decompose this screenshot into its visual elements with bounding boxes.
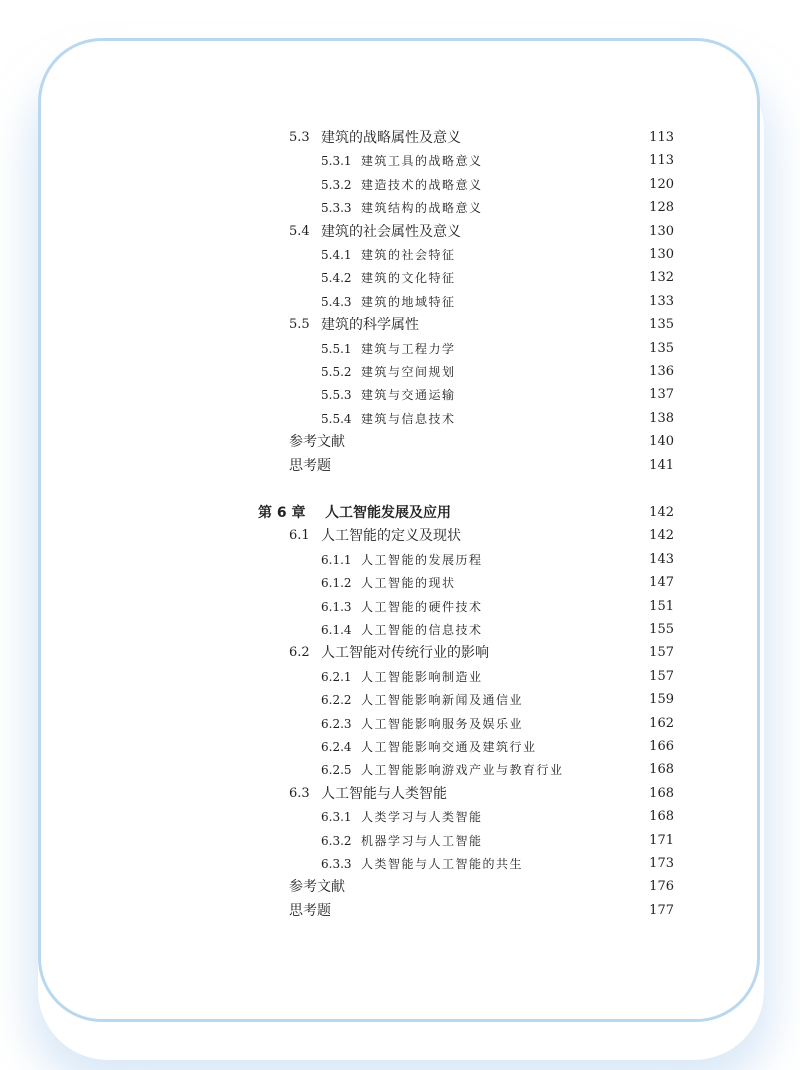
toc-entry <box>0 150 800 172</box>
toc-entry-title: 人类智能与人工智能的共生 <box>361 857 524 871</box>
toc-entry-number: 5.3.3 <box>321 201 352 216</box>
toc-entry-title: 人工智能影响制造业 <box>361 669 483 684</box>
toc-entry-number: 5.3.1 <box>321 154 352 169</box>
toc-entry-number: 6.1.4 <box>321 623 352 637</box>
toc-entry-title: 机器学习与人工智能 <box>361 833 483 848</box>
toc-entry-page: 162 <box>649 715 674 731</box>
toc-entry-title: 建筑的地域特征 <box>361 294 456 309</box>
toc-entry-page: 120 <box>649 176 674 192</box>
toc-entry-number: 5.5.3 <box>321 388 352 403</box>
toc-entry <box>0 900 800 922</box>
toc-entry-page: 176 <box>649 879 674 895</box>
toc-entry-page: 138 <box>649 410 674 426</box>
toc-entry <box>0 384 800 406</box>
toc-entry-page: 142 <box>649 505 674 520</box>
toc-entry-page: 142 <box>649 528 674 544</box>
toc-entry-number: 5.4.3 <box>321 294 352 309</box>
toc-entry-title: 人工智能影响游戏产业与教育行业 <box>361 763 564 778</box>
toc-entry <box>0 572 800 594</box>
toc-entry-number: 6.2.5 <box>321 763 352 778</box>
toc-entry-page: 157 <box>649 645 674 661</box>
toc-entry-title: 建筑的科学属性 <box>321 317 419 334</box>
toc-entry <box>0 174 800 196</box>
toc-entry <box>0 408 800 430</box>
toc-entry-title: 人工智能的定义及现状 <box>321 528 461 545</box>
toc-entry <box>0 525 800 547</box>
toc-entry-page: 132 <box>649 270 674 286</box>
toc-entry-page: 137 <box>649 387 674 403</box>
toc-entry-page: 130 <box>649 247 674 262</box>
toc-entry-title: 建造技术的战略意义 <box>361 177 483 192</box>
toc-entry-title: 人工智能的现状 <box>361 576 456 591</box>
toc-entry <box>0 291 800 313</box>
toc-entry-title: 建筑与工程力学 <box>361 341 456 356</box>
toc-entry <box>0 197 800 219</box>
toc-entry-number: 6.3.1 <box>321 810 352 825</box>
toc-entry-number: 6.1.2 <box>321 576 352 591</box>
toc-entry-title: 人工智能的信息技术 <box>361 623 483 637</box>
toc-entry-number: 6.2.2 <box>321 693 352 708</box>
toc-entry <box>0 549 800 571</box>
toc-entry-title: 建筑的社会属性及意义 <box>321 223 461 240</box>
toc-entry-page: 171 <box>649 832 674 848</box>
toc-entry <box>0 361 800 383</box>
toc-entry-title: 人工智能对传统行业的影响 <box>321 645 489 662</box>
toc-entry <box>0 455 800 477</box>
toc-entry-page: 143 <box>649 551 674 567</box>
toc-entry-page: 135 <box>649 340 674 356</box>
toc-entry <box>0 127 800 149</box>
toc-entry-title: 人类学习与人类智能 <box>361 810 483 825</box>
toc-entry <box>0 642 800 664</box>
toc-entry-title: 参考文献 <box>289 879 345 896</box>
toc-entry-page: 159 <box>649 692 674 708</box>
toc-entry-page: 147 <box>649 575 674 591</box>
toc-entry-page: 168 <box>649 809 674 825</box>
toc-entry-number: 6.1 <box>289 528 310 544</box>
toc-entry <box>0 431 800 453</box>
toc-entry-page: 128 <box>649 200 674 216</box>
toc-entry-title: 建筑的文化特征 <box>361 271 456 286</box>
toc-entry-page: 151 <box>649 598 674 614</box>
toc-entry-title: 人工智能与人类智能 <box>321 785 447 802</box>
toc-entry <box>0 596 800 618</box>
toc-entry <box>0 689 800 711</box>
toc-entry-number: 5.4.2 <box>321 271 352 286</box>
toc-entry-page: 136 <box>649 364 674 379</box>
toc-entry <box>0 244 800 266</box>
toc-entry-page: 135 <box>649 317 674 333</box>
toc-entry-title: 参考文献 <box>289 434 345 451</box>
toc-entry-title: 建筑工具的战略意义 <box>361 154 483 169</box>
toc-entry-page: 157 <box>649 668 674 684</box>
toc-entry-number: 6.2.1 <box>321 669 352 684</box>
toc-entry-number: 5.5.1 <box>321 341 352 356</box>
toc-entry-page: 173 <box>649 856 674 871</box>
toc-chapter-heading <box>0 502 800 524</box>
toc-entry-title: 建筑与交通运输 <box>361 388 456 403</box>
toc-entry-number: 5.4 <box>289 223 310 239</box>
toc-entry-number: 5.3.2 <box>321 177 352 192</box>
toc-entry <box>0 876 800 898</box>
toc-entry <box>0 759 800 781</box>
toc-entry-number: 5.3 <box>289 130 310 145</box>
toc-entry-number: 6.1.1 <box>321 552 352 567</box>
toc-entry <box>0 267 800 289</box>
toc-entry-page: 113 <box>649 130 674 145</box>
toc-entry-number: 5.5.4 <box>321 411 352 426</box>
toc-entry-number: 6.3.3 <box>321 857 352 871</box>
toc-entry <box>0 736 800 758</box>
toc-entry-page: 168 <box>649 785 674 801</box>
toc-entry-number: 6.2.3 <box>321 716 352 731</box>
toc-entry-title: 人工智能影响新闻及通信业 <box>361 693 524 708</box>
toc-entry-title: 人工智能影响交通及建筑行业 <box>361 740 537 754</box>
toc-entry-title: 建筑的社会特征 <box>361 248 456 262</box>
toc-entry <box>0 338 800 360</box>
toc-entry-number: 5.4.1 <box>321 248 352 262</box>
toc-entry <box>0 806 800 828</box>
toc-entry-title: 思考题 <box>289 457 331 474</box>
toc-entry <box>0 619 800 641</box>
toc-entry <box>0 830 800 852</box>
toc-entry-title: 思考题 <box>289 902 331 919</box>
toc-entry-number: 5.5 <box>289 317 310 333</box>
toc-entry-title: 人工智能的硬件技术 <box>361 599 483 614</box>
toc-entry-number: 5.5.2 <box>321 365 352 379</box>
toc-entry-page: 141 <box>649 457 674 473</box>
toc-entry-page: 166 <box>649 739 674 754</box>
toc-entry <box>0 666 800 688</box>
toc-entry-page: 168 <box>649 762 674 778</box>
toc-entry-title: 人工智能的发展历程 <box>361 552 483 567</box>
toc-entry-page: 113 <box>649 153 674 169</box>
toc-entry-title: 建筑结构的战略意义 <box>361 201 483 216</box>
toc-entry <box>0 783 800 805</box>
toc-entry-page: 177 <box>649 902 674 918</box>
toc-entry-number: 6.2 <box>289 645 310 661</box>
toc-entry <box>0 853 800 875</box>
toc-entry <box>0 713 800 735</box>
toc-entry-page: 133 <box>649 293 674 309</box>
toc-entry-number: 6.3.2 <box>321 833 352 848</box>
toc-entry-page: 140 <box>649 434 674 450</box>
toc-entry-number: 第 6 章 <box>258 505 306 521</box>
toc-entry-title: 建筑的战略属性及意义 <box>321 130 461 146</box>
toc-entry <box>0 221 800 243</box>
toc-entry-title: 人工智能发展及应用 <box>325 505 451 521</box>
toc-entry-page: 130 <box>649 223 674 239</box>
toc-entry <box>0 314 800 336</box>
toc-entry-number: 6.1.3 <box>321 599 352 614</box>
toc-entry-title: 建筑与空间规划 <box>361 365 456 379</box>
toc-entry-number: 6.3 <box>289 785 310 801</box>
toc-entry-title: 人工智能影响服务及娱乐业 <box>361 716 524 731</box>
toc-entry-page: 155 <box>649 622 674 637</box>
toc-entry-number: 6.2.4 <box>321 740 352 754</box>
toc-entry-title: 建筑与信息技术 <box>361 411 456 426</box>
